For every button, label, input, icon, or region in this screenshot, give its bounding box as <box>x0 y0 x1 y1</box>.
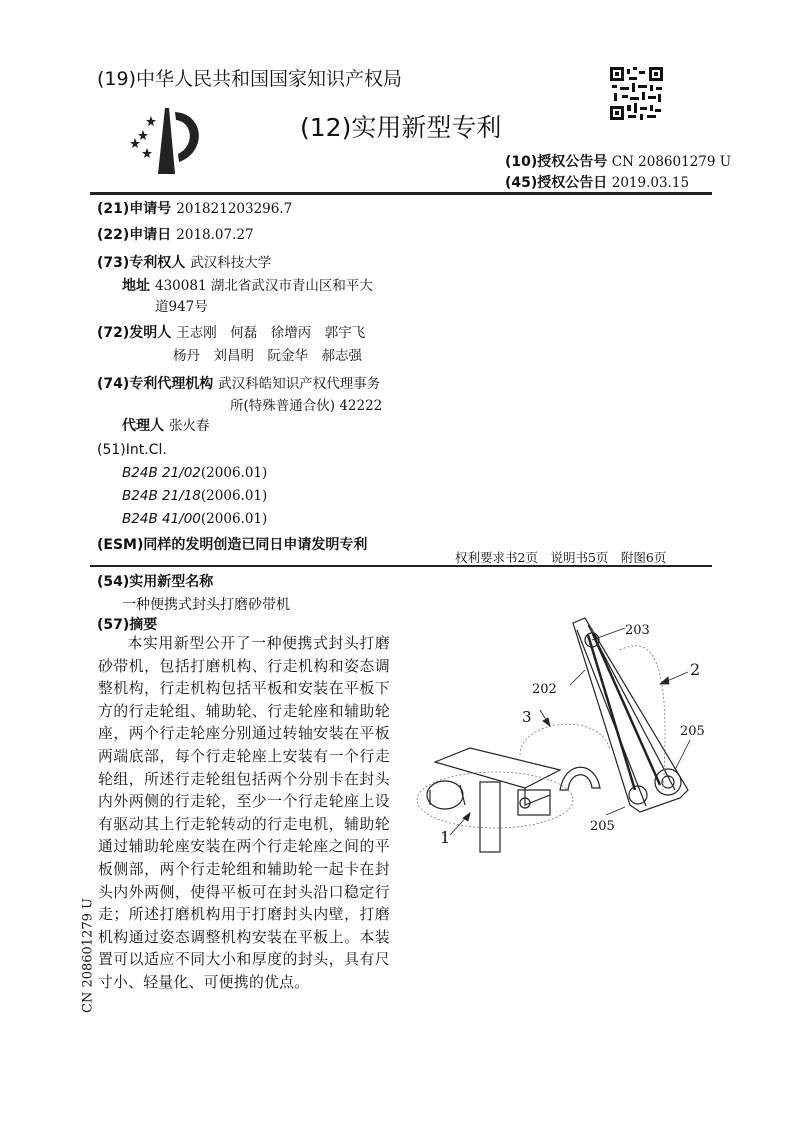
ipc-entry <box>122 465 267 481</box>
agency-line2 <box>230 394 382 414</box>
page-counts: 权利要求书2页 说明书5页 附图6页 <box>455 550 667 565</box>
value: 201821203296.7 <box>176 201 293 217</box>
biblio-divider <box>90 565 712 567</box>
publication-date <box>505 172 689 192</box>
patent-kind: (12)实用新型专利 <box>300 113 502 142</box>
label-2: 2 <box>690 660 701 679</box>
ipc-code: B24B 41/00 <box>122 511 201 527</box>
esm-note: (ESM)同样的发明创造已同日申请发明专利 <box>97 537 368 553</box>
patentee <box>97 251 271 272</box>
title-label: (54)实用新型名称 <box>97 574 214 590</box>
value: 张火春 <box>169 418 210 434</box>
label-203: 203 <box>625 623 650 638</box>
ipc-code: B24B 21/02 <box>122 465 201 481</box>
qr-code <box>610 67 663 120</box>
publication-date-value: 2019.03.15 <box>611 175 690 191</box>
application-number <box>97 198 292 218</box>
inventors-line2 <box>173 344 362 364</box>
label: (72)发明人 <box>97 325 172 341</box>
utility-model-title: 一种便携式封头打磨砂带机 <box>122 597 290 613</box>
label: (74)专利代理机构 <box>97 376 214 392</box>
inventors <box>97 321 365 342</box>
value: 杨丹 刘昌明 阮金华 郝志强 <box>173 348 362 364</box>
address-line2 <box>155 295 208 315</box>
label: 代理人 <box>122 418 164 434</box>
side-publication-number: CN 208601279 U <box>80 898 96 1013</box>
abstract-label: (57)摘要 <box>97 617 158 633</box>
office-name: (19)中华人民共和国国家知识产权局 <box>97 68 403 90</box>
publication-date-label: (45)授权公告日 <box>505 175 608 191</box>
value: 武汉科皓知识产权代理事务 <box>218 376 381 392</box>
header-divider <box>90 192 712 195</box>
ipc-entry <box>122 511 267 527</box>
label-1: 1 <box>440 828 451 847</box>
label: 地址 <box>122 278 150 294</box>
agency <box>97 372 380 393</box>
ipc-version: (2006.01) <box>200 465 268 481</box>
abstract-figure <box>410 600 730 900</box>
label-3: 3 <box>522 708 532 726</box>
value: 2018.07.27 <box>176 227 254 243</box>
abstract-text: 本实用新型公开了一种便携式封头打磨砂带机，包括打磨机构、行走机构和姿态调整机构，行走机构包括平板和安装在平板下方的行走轮组、辅助轮、行走轮座和辅助轮座，两个行走轮座分别通过转轴安装在平板两端底部，每个行走轮座上安装有一个行走轮组，所述行走轮组包括两个分别卡在封头内外两侧的行走轮，至少一个行走轮座上设有驱动其上行走轮转动的行走电机，辅助轮通过辅助轮座安装在两个行走轮座之间的平板侧部，两个行走轮组和辅助轮一起卡在封头内外两侧，使得平板可在封头沿口稳定行走；所述打磨机构用于打磨封头内壁，打磨机构通过姿态调整机构安装在平板上。本装置可以适应不同大小和厚度的封头，具有尺寸小、轻量化、可便携的优点。 <box>98 635 390 991</box>
label-205-right: 205 <box>680 724 705 739</box>
value: 武汉科技大学 <box>190 255 272 271</box>
cnipa-logo <box>125 108 205 174</box>
label: (22)申请日 <box>97 227 172 243</box>
label-205-bottom: 205 <box>590 819 615 834</box>
label: (51)Int.Cl. <box>97 442 167 458</box>
ipc-label <box>97 442 167 458</box>
value: 道947号 <box>155 299 208 315</box>
ipc-entry <box>122 488 267 504</box>
value: 430081 湖北省武汉市青山区和平大 <box>155 278 373 294</box>
publication-number-label: (10)授权公告号 <box>505 154 608 170</box>
publication-number <box>505 151 731 171</box>
agent <box>122 414 210 435</box>
value: 所(特殊普通合伙) 42222 <box>230 398 383 414</box>
label-202: 202 <box>532 682 557 697</box>
publication-number-value: CN 208601279 U <box>611 154 732 170</box>
label: (73)专利权人 <box>97 255 186 271</box>
ipc-version: (2006.01) <box>200 488 268 504</box>
ipc-version: (2006.01) <box>200 511 268 527</box>
ipc-code: B24B 21/18 <box>122 488 201 504</box>
value: 王志刚 何磊 徐增丙 郭宇飞 <box>176 325 366 341</box>
application-date <box>97 224 254 244</box>
address <box>122 274 373 295</box>
label: (21)申请号 <box>97 201 172 217</box>
